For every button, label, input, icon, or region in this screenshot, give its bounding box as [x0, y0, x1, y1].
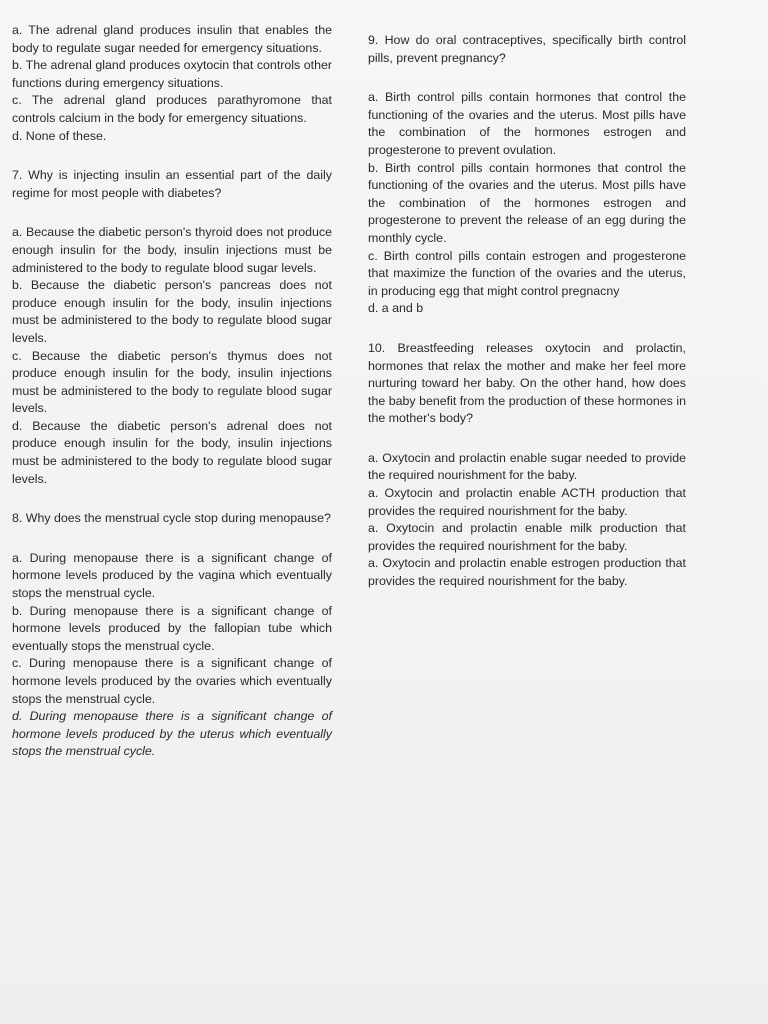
q8-option-a: a. During menopause there is a significant change of hormone levels produced by the vagina which eventually stops the menstrual cycle.	[12, 550, 332, 601]
q6-option-d: d. None of these.	[12, 128, 107, 143]
q9-option-b: b. Birth control pills contain hormones that control the functioning of the ovaries and the uterus. Most pills have the combination of the hormones estrogen and progesterone to prevent the release of an egg during the monthly cycle.	[368, 160, 686, 245]
q6-option-b: b. The adrenal gland produces oxytocin that controls other functions during emergency situations.	[12, 58, 332, 90]
q8-option-c: c. During menopause there is a significant change of hormone levels produced by the ovaries which eventually stops the menstrual cycle.	[12, 656, 332, 706]
q10-option-a1: a. Oxytocin and prolactin enable sugar needed to provide the required nourishment for the baby.	[368, 450, 686, 483]
right-column	[368, 32, 686, 591]
q7-option-a: a. Because the diabetic person's thyroid does not produce enough insulin for the body, insulin injections must be administered to the body to regulate blood sugar levels.	[12, 225, 332, 275]
question-9: 9. How do oral contraceptives, specifically birth control pills, prevent pregnancy?	[368, 33, 686, 65]
q7-option-b: b. Because the diabetic person's pancreas does not produce enough insulin for the body, insulin injections must be administered to the body to regulate blood sugar levels.	[12, 278, 332, 345]
question-7: 7. Why is injecting insulin an essential part of the daily regime for most people with diabetes?	[12, 168, 332, 200]
q7-option-c: c. Because the diabetic person's thymus does not produce enough insulin for the body, insulin injections must be administered to the body to regulate blood sugar levels.	[12, 348, 332, 416]
left-column	[12, 22, 332, 761]
q10-option-a3: a. Oxytocin and prolactin enable milk production that provides the required nourishment for the baby.	[368, 521, 686, 553]
q6-option-a: a. The adrenal gland produces insulin that enables the body to regulate sugar needed for emergency situations.	[12, 23, 332, 55]
q7-option-d: d. Because the diabetic person's adrenal does not produce enough insulin for the body, insulin injections must be administered to the body to regulate blood sugar levels.	[12, 418, 332, 486]
q6-option-c: c. The adrenal gland produces parathyromone that controls calcium in the body for emergency situations.	[12, 93, 332, 125]
q9-option-a: a. Birth control pills contain hormones that control the functioning of the ovaries and the uterus. Most pills have the combination of the hormones estrogen and progesterone to prevent ovulation.	[368, 90, 686, 157]
q10-option-a4: a. Oxytocin and prolactin enable estrogen production that provides the required nourishment for the baby.	[368, 556, 686, 589]
q10-option-a2: a. Oxytocin and prolactin enable ACTH production that provides the required nourishment for the baby.	[368, 486, 686, 518]
q9-option-c: c. Birth control pills contain estrogen and progesterone that maximize the function of the ovaries and the uterus, in producing egg that might control pregnacny	[368, 248, 686, 298]
question-8: 8. Why does the menstrual cycle stop during menopause?	[12, 511, 331, 526]
q8-option-b: b. During menopause there is a significant change of hormone levels produced by the fallopian tube which eventually stops the menstrual cycle.	[12, 603, 332, 653]
question-10: 10. Breastfeeding releases oxytocin and prolactin, hormones that relax the mother and make her feel more nurturing toward her baby. On the other hand, how does the baby benefit from the production of these hormones in the mother's body?	[368, 340, 686, 426]
q9-option-d: d. a and b	[368, 301, 424, 316]
q8-option-d: d. During menopause there is a significant change of hormone levels produced by the uterus which eventually stops the menstrual cycle.	[12, 709, 332, 759]
